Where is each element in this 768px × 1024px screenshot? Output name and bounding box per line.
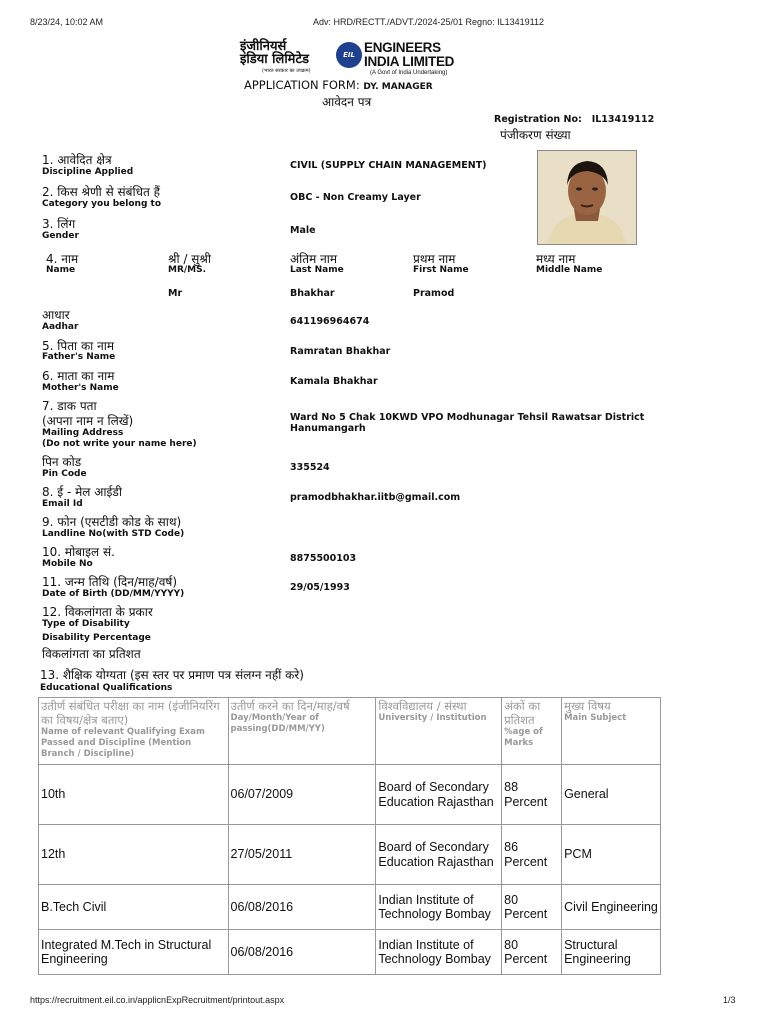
logo-hindi-subtitle: (भारत सरकार का उपक्रम) bbox=[262, 68, 311, 74]
eil-emblem-icon: EIL bbox=[336, 42, 362, 68]
mother-label-hindi: 6. माता का नाम bbox=[42, 369, 115, 383]
disability-percentage-label: Disability Percentage bbox=[42, 633, 151, 643]
category-label-hindi: 2. किस श्रेणी से संबंधित हैं bbox=[42, 185, 161, 199]
mobile-label: Mobile No bbox=[42, 559, 93, 569]
dob-label-hindi: 11. जन्म तिथि (दिन/माह/वर्ष) bbox=[42, 575, 178, 589]
table-cell: 06/08/2016 bbox=[228, 930, 376, 975]
table-cell: Structural Engineering bbox=[562, 930, 661, 975]
registration-label-hindi: पंजीकरण संख्या bbox=[500, 128, 571, 142]
dob-label: Date of Birth (DD/MM/YYYY) bbox=[42, 589, 185, 599]
form-title-hindi: आवेदन पत्र bbox=[322, 95, 372, 109]
table-row bbox=[39, 930, 661, 975]
father-label: Father's Name bbox=[42, 352, 116, 362]
table-header-row bbox=[39, 698, 661, 765]
table-cell: 27/05/2011 bbox=[228, 825, 376, 885]
table-cell: 12th bbox=[39, 825, 229, 885]
gender-label: Gender bbox=[42, 231, 79, 241]
table-cell: Integrated M.Tech in Structural Engineering bbox=[39, 930, 229, 975]
father-label-hindi: 5. पिता का नाम bbox=[42, 339, 115, 353]
logo-english-subtitle: (A Govt of India Undertaking) bbox=[370, 70, 448, 76]
table-cell: 80 Percent bbox=[502, 885, 562, 930]
address-note-hindi: (अपना नाम न लिखें) bbox=[42, 414, 134, 428]
first-name-value: Pramod bbox=[413, 288, 455, 299]
middle-name-label: Middle Name bbox=[536, 265, 603, 275]
email-value: pramodbhakhar.iitb@gmail.com bbox=[290, 492, 461, 503]
title-label-hindi: श्री / सुश्री bbox=[168, 252, 211, 266]
dob-value: 29/05/1993 bbox=[290, 582, 350, 593]
table-cell: 80 Percent bbox=[502, 930, 562, 975]
father-value: Ramratan Bhakhar bbox=[290, 346, 391, 357]
table-row bbox=[39, 885, 661, 930]
pincode-label: Pin Code bbox=[42, 469, 87, 479]
disability-type-label: Type of Disability bbox=[42, 619, 130, 629]
pincode-label-hindi: पिन कोड bbox=[42, 455, 82, 469]
discipline-label: Discipline Applied bbox=[42, 167, 134, 177]
gender-value: Male bbox=[290, 225, 316, 236]
page-number: 1/3 bbox=[723, 995, 736, 1005]
column-header: मुख्य विषय Main Subject bbox=[562, 698, 661, 765]
disability-percentage-label-hindi: विकलांगता का प्रतिशत bbox=[42, 647, 141, 661]
table-cell: B.Tech Civil bbox=[39, 885, 229, 930]
table-cell: 88 Percent bbox=[502, 765, 562, 825]
title-label: MR/MS. bbox=[168, 265, 207, 275]
address-value-line2: Hanumangarh bbox=[290, 423, 366, 434]
table-cell: Board of Secondary Education Rajasthan bbox=[376, 825, 502, 885]
table-cell: General bbox=[562, 765, 661, 825]
education-label: Educational Qualifications bbox=[40, 683, 173, 693]
mother-label: Mother's Name bbox=[42, 383, 119, 393]
aadhar-label: Aadhar bbox=[42, 322, 79, 332]
registration-number: Registration No: IL13419112 bbox=[494, 114, 655, 125]
address-label-hindi: 7. डाक पता bbox=[42, 399, 97, 413]
disability-label-hindi: 12. विकलांगता के प्रकार bbox=[42, 605, 153, 619]
email-label: Email Id bbox=[42, 499, 83, 509]
table-cell: 10th bbox=[39, 765, 229, 825]
last-name-value: Bhakhar bbox=[290, 288, 335, 299]
table-cell: Civil Engineering bbox=[562, 885, 661, 930]
aadhar-value: 641196964674 bbox=[290, 316, 370, 327]
category-value: OBC - Non Creamy Layer bbox=[290, 192, 421, 203]
company-logo bbox=[240, 40, 460, 80]
title-value: Mr bbox=[168, 288, 183, 299]
education-label-hindi: 13. शैक्षिक योग्यता (इस स्तर पर प्रमाण पत्र संलग्न नहीं करे) bbox=[40, 668, 304, 682]
discipline-value: CIVIL (SUPPLY CHAIN MANAGEMENT) bbox=[290, 160, 487, 171]
logo-hindi-text: इंजीनियर्स इंडिया लिमिटेड bbox=[240, 39, 309, 67]
middle-name-label-hindi: मध्य नाम bbox=[536, 252, 576, 266]
mother-value: Kamala Bhakhar bbox=[290, 376, 378, 387]
landline-label-hindi: 9. फोन (एसटीडी कोड के साथ) bbox=[42, 515, 182, 529]
table-cell: PCM bbox=[562, 825, 661, 885]
column-header: उतीर्ण संबंधित परीक्षा का नाम (इंजीनियरिंग का विषय/क्षेत्र बताए) Name of relevant Qualifying Exam Passed and Discipline (Mention Branch / Discipline) bbox=[39, 698, 229, 765]
email-label-hindi: 8. ई - मेल आईडी bbox=[42, 485, 122, 499]
table-cell: Indian Institute of Technology Bombay bbox=[376, 885, 502, 930]
last-name-label: Last Name bbox=[290, 265, 344, 275]
table-cell: 06/07/2009 bbox=[228, 765, 376, 825]
first-name-label-hindi: प्रथम नाम bbox=[413, 252, 456, 266]
name-label-hindi: 4. नाम bbox=[46, 252, 79, 266]
address-label: Mailing Address bbox=[42, 428, 124, 438]
table-cell: 06/08/2016 bbox=[228, 885, 376, 930]
print-datetime: 8/23/24, 10:02 AM bbox=[30, 17, 104, 27]
table-row bbox=[39, 765, 661, 825]
column-header: अंकों का प्रतिशत %age of Marks bbox=[502, 698, 562, 765]
column-header: विश्वविद्यालय / संस्था University / Institution bbox=[376, 698, 502, 765]
post-name: DY. MANAGER bbox=[363, 82, 433, 92]
table-row bbox=[39, 825, 661, 885]
table-cell: Indian Institute of Technology Bombay bbox=[376, 930, 502, 975]
page-url: https://recruitment.eil.co.in/applicnExpRecruitment/printout.aspx bbox=[30, 995, 285, 1005]
table-cell: Board of Secondary Education Rajasthan bbox=[376, 765, 502, 825]
table-cell: 86 Percent bbox=[502, 825, 562, 885]
mobile-value: 8875500103 bbox=[290, 553, 357, 564]
address-note: (Do not write your name here) bbox=[42, 439, 197, 449]
first-name-label: First Name bbox=[413, 265, 469, 275]
gender-label-hindi: 3. लिंग bbox=[42, 217, 76, 231]
qualifications-table bbox=[38, 697, 661, 975]
aadhar-label-hindi: आधार bbox=[42, 308, 70, 322]
mobile-label-hindi: 10. मोबाइल सं. bbox=[42, 545, 115, 559]
applicant-photo bbox=[537, 150, 637, 245]
print-title: Adv: HRD/RECTT./ADVT./2024-25/01 Regno: IL13419112 bbox=[313, 17, 544, 27]
form-title: APPLICATION FORM: DY. MANAGER bbox=[244, 78, 433, 92]
column-header: उतीर्ण करने का दिन/माह/वर्ष Day/Month/Year of passing(DD/MM/YY) bbox=[228, 698, 376, 765]
last-name-label-hindi: अंतिम नाम bbox=[290, 252, 338, 266]
logo-english-text: ENGINEERS INDIA LIMITED bbox=[364, 40, 455, 69]
landline-label: Landline No(with STD Code) bbox=[42, 529, 185, 539]
pincode-value: 335524 bbox=[290, 462, 330, 473]
name-label: Name bbox=[46, 265, 76, 275]
discipline-label-hindi: 1. आवेदित क्षेत्र bbox=[42, 153, 112, 167]
address-value-line1: Ward No 5 Chak 10KWD VPO Modhunagar Tehsil Rawatsar District bbox=[290, 412, 645, 423]
category-label: Category you belong to bbox=[42, 199, 162, 209]
